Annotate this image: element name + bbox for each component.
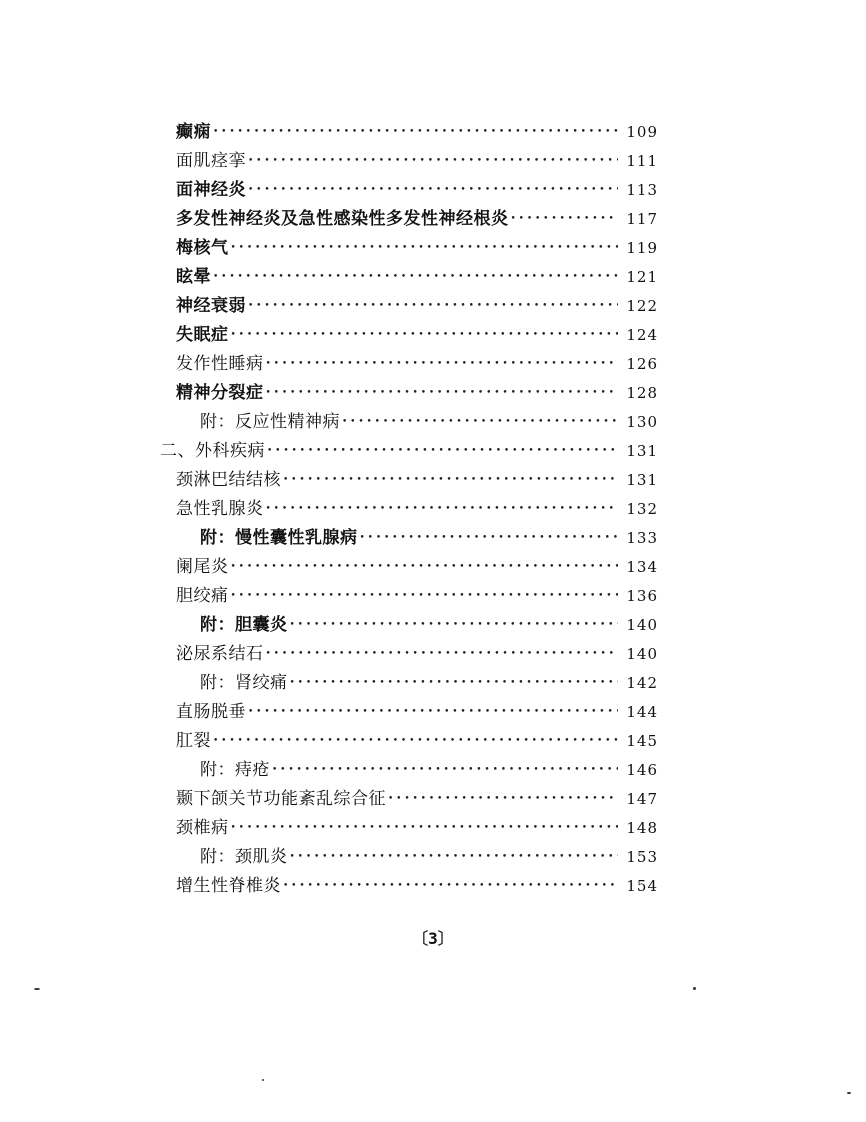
- dot-leader: [266, 640, 619, 669]
- toc-entry-title: 增生性脊椎炎: [176, 876, 281, 896]
- toc-entry-title: 肛裂: [176, 731, 211, 751]
- toc-entry[interactable]: [176, 263, 658, 292]
- toc-entry-title: 急性乳腺炎: [176, 499, 264, 519]
- dot-leader: [342, 408, 618, 437]
- dot-leader: [231, 553, 619, 582]
- dot-leader: [283, 466, 618, 495]
- toc-entry-page: 113: [626, 181, 658, 199]
- toc-entry[interactable]: [176, 205, 658, 234]
- dot-leader: [283, 872, 618, 901]
- toc-entry-page: 146: [626, 761, 658, 779]
- toc-entry-title: 神经衰弱: [176, 296, 246, 316]
- toc-entry-title: 梅核气: [176, 238, 229, 258]
- toc-entry-page: 136: [626, 587, 658, 605]
- toc-entry-page: 142: [626, 674, 658, 692]
- toc-entry-title: 附：慢性囊性乳腺病: [200, 528, 358, 548]
- toc-entry-page: 131: [626, 442, 658, 460]
- toc-entry[interactable]: [176, 350, 658, 379]
- dot-leader: [248, 147, 618, 176]
- toc-subentry[interactable]: [200, 524, 658, 553]
- dot-leader: [266, 350, 619, 379]
- toc-entry-title: 二、外科疾病: [160, 441, 265, 461]
- toc-entry-title: 眩晕: [176, 267, 211, 287]
- toc-entry-page: 145: [626, 732, 658, 750]
- dot-leader: [231, 582, 619, 611]
- toc-subentry[interactable]: [200, 756, 658, 785]
- dot-leader: [248, 292, 618, 321]
- toc-entry-page: 140: [626, 645, 658, 663]
- toc-entry-page: 130: [626, 413, 658, 431]
- dot-leader: [213, 727, 618, 756]
- toc-entry-title: 泌尿系结石: [176, 644, 264, 664]
- dot-leader: [388, 785, 618, 814]
- dot-leader: [267, 437, 618, 466]
- toc-entry[interactable]: [176, 176, 658, 205]
- toc-subentry[interactable]: [200, 408, 658, 437]
- scan-speck: [262, 1079, 264, 1081]
- toc-entry-title: 附：胆囊炎: [200, 615, 288, 635]
- scan-speck: [847, 1092, 851, 1094]
- toc-entry-page: 148: [626, 819, 658, 837]
- dot-leader: [231, 234, 619, 263]
- toc-entry-title: 阑尾炎: [176, 557, 229, 577]
- toc-entry-page: 128: [626, 384, 658, 402]
- toc-entry[interactable]: [176, 118, 658, 147]
- toc-entry[interactable]: [176, 640, 658, 669]
- toc-entry-title: 面肌痉挛: [176, 151, 246, 171]
- toc-entry-page: 126: [626, 355, 658, 373]
- toc-entry-page: 132: [626, 500, 658, 518]
- dot-leader: [248, 176, 618, 205]
- toc-entry-page: 122: [626, 297, 658, 315]
- toc-entry-title: 精神分裂症: [176, 383, 264, 403]
- toc-entry-page: 119: [626, 239, 658, 257]
- toc-entry-title: 附：痔疮: [200, 760, 270, 780]
- dot-leader: [213, 118, 618, 147]
- toc-entry-title: 颞下颌关节功能紊乱综合征: [176, 789, 386, 809]
- toc-entry[interactable]: [176, 292, 658, 321]
- toc-entry-page: 111: [626, 152, 658, 170]
- toc-entry-title: 附：颈肌炎: [200, 847, 288, 867]
- toc-entry[interactable]: [176, 234, 658, 263]
- dot-leader: [213, 263, 618, 292]
- toc-entry-title: 胆绞痛: [176, 586, 229, 606]
- toc-entry-page: 140: [626, 616, 658, 634]
- dot-leader: [290, 669, 619, 698]
- toc-entry-page: 153: [626, 848, 658, 866]
- toc-entry[interactable]: [176, 553, 658, 582]
- dot-leader: [272, 756, 618, 785]
- dot-leader: [248, 698, 618, 727]
- dot-leader: [266, 495, 619, 524]
- toc-entry[interactable]: [176, 321, 658, 350]
- toc-entry-title: 颈椎病: [176, 818, 229, 838]
- toc-entry-title: 直肠脱垂: [176, 702, 246, 722]
- toc-entry-page: 131: [626, 471, 658, 489]
- dot-leader: [290, 843, 619, 872]
- toc-entry-title: 多发性神经炎及急性感染性多发性神经根炎: [176, 209, 509, 229]
- dot-leader: [231, 321, 619, 350]
- toc-entry-title: 附：反应性精神病: [200, 412, 340, 432]
- toc-entry-page: 147: [626, 790, 658, 808]
- dot-leader: [511, 205, 619, 234]
- toc-entry-title: 癫痫: [176, 122, 211, 142]
- toc-entry[interactable]: [176, 872, 658, 901]
- toc-entry-page: 121: [626, 268, 658, 286]
- toc-section-heading[interactable]: [160, 437, 658, 466]
- toc-entry[interactable]: [176, 466, 658, 495]
- toc-entry[interactable]: [176, 379, 658, 408]
- toc-entry-page: 109: [626, 123, 658, 141]
- toc-subentry[interactable]: [200, 843, 658, 872]
- dot-leader: [266, 379, 619, 408]
- toc-entry-page: 124: [626, 326, 658, 344]
- scan-speck: [34, 988, 40, 990]
- toc-entry[interactable]: [176, 495, 658, 524]
- toc-entry-title: 发作性睡病: [176, 354, 264, 374]
- dot-leader: [290, 611, 619, 640]
- toc-entry-title: 失眠症: [176, 325, 229, 345]
- toc-entry[interactable]: [176, 814, 658, 843]
- toc-entry-page: 134: [626, 558, 658, 576]
- page-number-marker: 〔3〕: [412, 929, 454, 948]
- toc-subentry[interactable]: [200, 611, 658, 640]
- toc-entry-title: 附：肾绞痛: [200, 673, 288, 693]
- toc-subentry[interactable]: [200, 669, 658, 698]
- toc-entry[interactable]: [176, 785, 658, 814]
- dot-leader: [360, 524, 619, 553]
- toc-entry[interactable]: [176, 698, 658, 727]
- toc-entry-page: 117: [626, 210, 658, 228]
- dot-leader: [231, 814, 619, 843]
- toc-entry-title: 颈淋巴结结核: [176, 470, 281, 490]
- toc-entry-page: 154: [626, 877, 658, 895]
- toc-entry[interactable]: [176, 727, 658, 756]
- toc-entry-page: 133: [626, 529, 658, 547]
- scan-speck: [693, 987, 696, 990]
- toc-entry[interactable]: [176, 147, 658, 176]
- toc-entry-title: 面神经炎: [176, 180, 246, 200]
- toc-entry[interactable]: [176, 582, 658, 611]
- toc-entry-page: 144: [626, 703, 658, 721]
